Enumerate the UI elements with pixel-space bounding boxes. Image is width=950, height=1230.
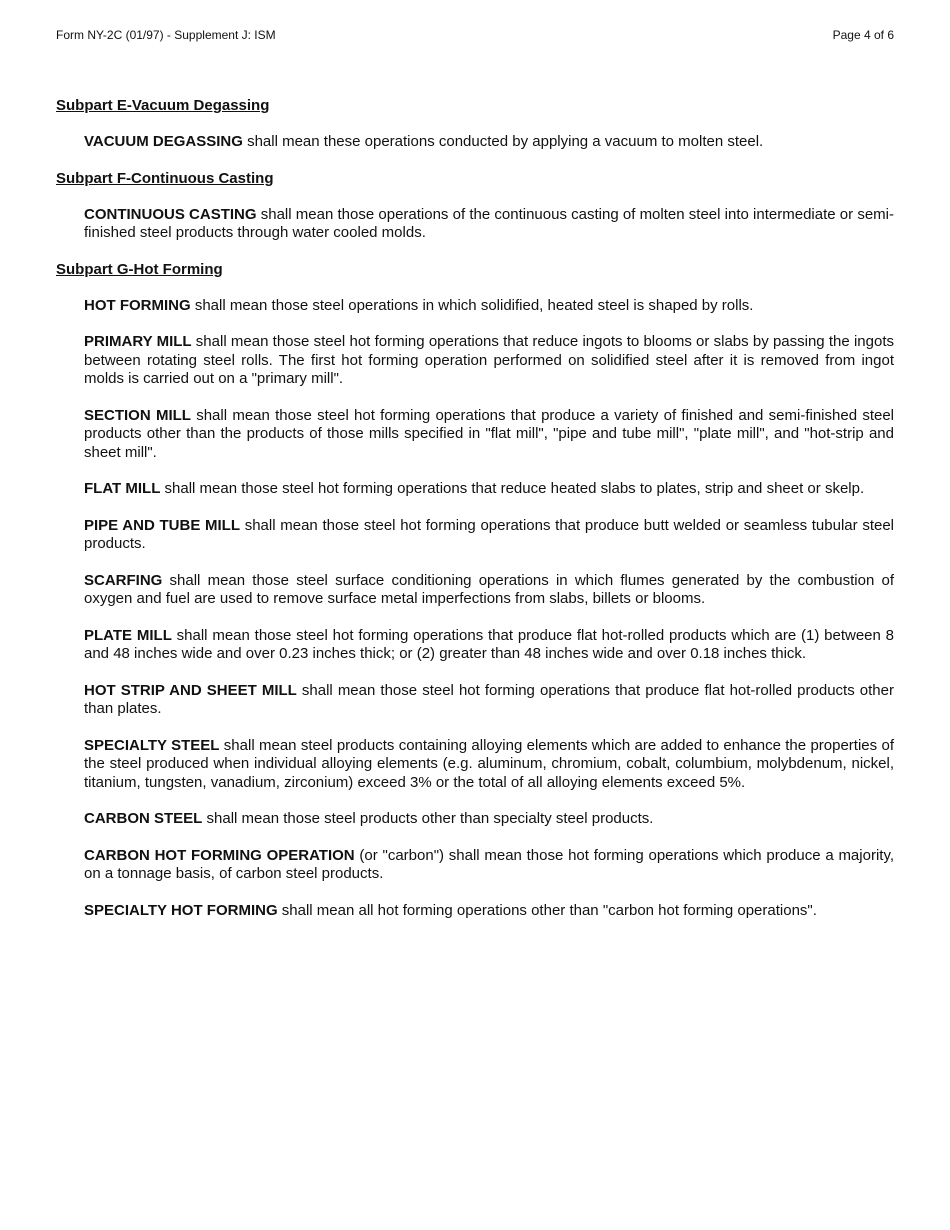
- definition-text: shall mean those steel surface conditioning operations in which flumes generated by the combustion of oxygen and fuel are used to remove surface metal imperfections from slabs, billets or blooms.: [84, 571, 894, 607]
- section-subpart-f: [56, 169, 894, 243]
- section-heading: Subpart G-Hot Forming: [56, 260, 223, 278]
- definition: [84, 847, 894, 884]
- definition-term: FLAT MILL: [84, 480, 161, 497]
- definition-text: shall mean those operations of the continuous casting of molten steel into intermediate or semi-finished steel products through water cooled molds.: [84, 205, 894, 241]
- definition-term: SPECIALTY STEEL: [84, 736, 220, 754]
- definition-text: shall mean those steel operations in which solidified, heated steel is shaped by rolls.: [190, 296, 754, 314]
- definition-term: CARBON STEEL: [84, 810, 203, 827]
- definition: [84, 810, 894, 829]
- definition-text: shall mean those steel hot forming operations that reduce heated slabs to plates, strip and sheet or skelp.: [160, 480, 865, 497]
- definition: [84, 737, 894, 793]
- definition-term: PRIMARY MILL: [84, 333, 192, 350]
- definition: [84, 902, 894, 921]
- definition: [84, 682, 894, 719]
- definition: [84, 627, 894, 664]
- form-title: Form NY-2C (01/97) - Supplement J: ISM: [56, 28, 276, 42]
- definition: [84, 517, 894, 554]
- definition: [84, 407, 894, 463]
- definition: [84, 133, 894, 152]
- definition-text: shall mean those steel hot forming operations that reduce ingots to blooms or slabs by passing the ingots between rotating steel rolls. The first hot forming operation performed on solidified steel after it is removed from ingot molds is carried out on a "primary mill".: [84, 333, 894, 387]
- definition-text: shall mean those steel products other than specialty steel products.: [202, 810, 654, 827]
- definition-text: shall mean all hot forming operations other than "carbon hot forming operations".: [277, 901, 817, 919]
- definition: [84, 206, 894, 243]
- definition-term: SCARFING: [84, 571, 163, 589]
- definition: [84, 333, 894, 389]
- definition-text: (or "carbon") shall mean those hot forming operations which produce a majority, on a tonnage basis, of carbon steel products.: [84, 846, 895, 882]
- definition-text: shall mean those steel hot forming operations that produce a variety of finished and semi-finished steel products other than the products of those mills specified in "flat mill", "pipe and tube mill", "plate mill", and "hot-strip and sheet mill".: [84, 406, 894, 461]
- section-heading: Subpart F-Continuous Casting: [56, 169, 274, 187]
- definition-term: CARBON HOT FORMING OPERATION: [84, 846, 355, 864]
- definition-term: SPECIALTY HOT FORMING: [84, 901, 278, 919]
- definition-term: SECTION MILL: [84, 406, 191, 424]
- definition: [84, 480, 894, 499]
- definition-text: shall mean those steel hot forming operations that produce flat hot-rolled products which are (1) between 8 and 48 inches wide and over 0.23 inches thick; or (2) greater than 48 inches wide and over 0.18 inches thick.: [84, 626, 894, 662]
- definition-text: shall mean these operations conducted by applying a vacuum to molten steel.: [242, 133, 764, 150]
- definition-term: CONTINUOUS CASTING: [84, 205, 257, 223]
- page-number: Page 4 of 6: [832, 28, 894, 42]
- definition-text: shall mean steel products containing alloying elements which are added to enhance the properties of the steel produced when individual alloying elements (e.g. aluminum, chromium, cobalt, columbium, molybdenum, nickel, titanium, tungsten, vanadium, zirconium) exceed 3% or the total of all alloying elements exceed 5%.: [84, 736, 894, 791]
- definition: [84, 572, 894, 609]
- definition-term: PIPE AND TUBE MILL: [84, 516, 241, 534]
- definition: [84, 297, 894, 316]
- definition-term: VACUUM DEGASSING: [84, 133, 243, 150]
- definition-text: shall mean those steel hot forming operations that produce butt welded or seamless tubular steel products.: [84, 516, 895, 552]
- section-subpart-e: [56, 96, 894, 152]
- section-heading: Subpart E-Vacuum Degassing: [56, 97, 270, 114]
- section-subpart-g: [56, 260, 894, 921]
- document-body: [56, 96, 894, 937]
- definition-term: PLATE MILL: [84, 626, 172, 644]
- definition-term: HOT FORMING: [84, 296, 191, 314]
- definition-term: HOT STRIP AND SHEET MILL: [84, 681, 297, 699]
- definition-text: shall mean those steel hot forming operations that produce flat hot-rolled products other than plates.: [84, 681, 894, 717]
